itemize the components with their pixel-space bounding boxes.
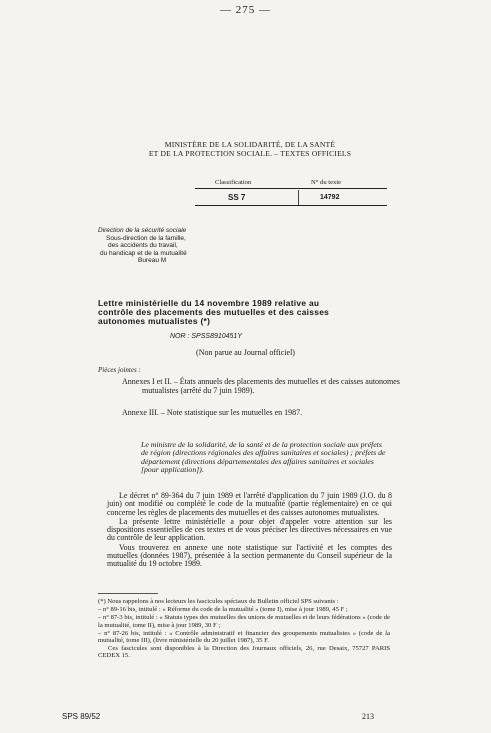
footnote-3: – n° 87-3 bis, intitulé : « Statuts types des mutuelles des unions de mutuelles et de leurs fédérations » (code de la mutualité, tome II), mise à jour 1989, 30 F ; bbox=[98, 614, 390, 629]
footnote-5: Ces fascicules sont disponibles à la Direction des Journaux officiels, 26, rue Desaix, 75727 PARIS CEDEX 15. bbox=[98, 645, 390, 660]
title-line-2: contrôle des placements des mutuelles et des caisses bbox=[98, 307, 330, 318]
title-line-1: Lettre ministérielle du 14 novembre 1989 relative au bbox=[98, 298, 320, 308]
classification-bottom-rule bbox=[195, 205, 387, 206]
letter-body bbox=[107, 492, 392, 570]
text-number-header: N° du texte bbox=[311, 179, 342, 186]
classification-divider bbox=[298, 190, 299, 205]
document-title bbox=[98, 299, 388, 327]
ministry-line-1: MINISTÈRE DE LA SOLIDARITÉ, DE LA SANTÉ bbox=[164, 140, 336, 149]
footnote-rule bbox=[98, 593, 158, 594]
ministry-line-2: ET DE LA PROTECTION SOCIALE. – TEXTES OFFICIELS bbox=[148, 149, 352, 158]
bulletin-reference: SPS 89/52 bbox=[62, 712, 101, 721]
direction-line-1: Direction de la sécurité sociale bbox=[98, 227, 187, 234]
annex-2: Annexe III. – Note statistique sur les mutuelles en 1987. bbox=[122, 408, 303, 417]
page-number: — 275 — bbox=[220, 4, 271, 16]
body-paragraph-3: Vous trouverez en annexe une note statistique sur l'activité et les comptes des mutuelles (données 1987), présentée à la section permanente du Conseil supérieur de la mutualité du 19 octobre 1989. bbox=[107, 542, 392, 569]
direction-line-2: Sous-direction de la famille, bbox=[106, 234, 186, 242]
body-paragraph-2: La présente lettre ministérielle a pour objet d'appeler votre attention sur les dispositions essentielles de ces textes et de vous préciser les directives nécessaires en vue du contrôle de leur application. bbox=[107, 516, 392, 543]
footnote-2: – n° 89-16 bis, intitulé : « Réforme du code de la mutualité » (tome I), mise à jour 1989, 45 F ; bbox=[98, 606, 348, 614]
non-parue-note: (Non parue au Journal officiel) bbox=[196, 348, 295, 357]
pieces-jointes-label: Pièces jointes : bbox=[98, 366, 141, 374]
footnotes bbox=[98, 598, 390, 661]
direction-line-3: des accidents du travail, bbox=[108, 242, 178, 250]
text-number-value: 14792 bbox=[320, 194, 340, 201]
classification-value: SS 7 bbox=[228, 193, 246, 202]
footnote-4: – n° 87-26 bis, intitulé : « Contrôle administratif et financier des groupements mutualistes » (code de la mutualité, tome III), (livre ministérielle du 20 juillet 1987), 35 F. bbox=[98, 629, 390, 645]
addressee-block: Le ministre de la solidarité, de la santé et de la protection sociale aux préfets de région (directions régionales des affaires sanitaires et sociales) ; préfets de département (directions départementales des affaires sanitaires et sociales [pour application]). bbox=[141, 440, 386, 475]
classification-top-rule bbox=[195, 188, 387, 189]
nor-reference: NOR : SPSS8910451Y bbox=[170, 333, 242, 340]
footnote-1: (*) Nous rappelons à nos lecteurs les fascicules spéciaux du Bulletin officiel SPS suivants : bbox=[98, 598, 339, 605]
annex-1: Annexes I et II. – États annuels des placements des mutuelles et des caisses autonomes mutualistes (arrêté du 7 juin 1989). bbox=[122, 377, 400, 395]
ministry-header bbox=[110, 140, 390, 158]
folio-number: 213 bbox=[362, 712, 374, 721]
direction-line-5: Bureau M bbox=[138, 257, 167, 265]
body-paragraph-1: Le décret n° 89-364 du 7 juin 1989 et l'arrêté d'application du 7 juin 1989 (J.O. du 8 juin) ont modifié ou complété le code de la mutualité (partie réglementaire) en ce qui concerne les règles de placements des mutuelles et des caisses autonomes mutualistes. bbox=[107, 491, 392, 517]
classification-header: Classification bbox=[215, 179, 252, 186]
direction-line-4: du handicap et de la mutualité bbox=[100, 249, 187, 257]
title-line-3: autonomes mutualistes (*) bbox=[98, 316, 211, 327]
direction-block bbox=[98, 227, 248, 265]
